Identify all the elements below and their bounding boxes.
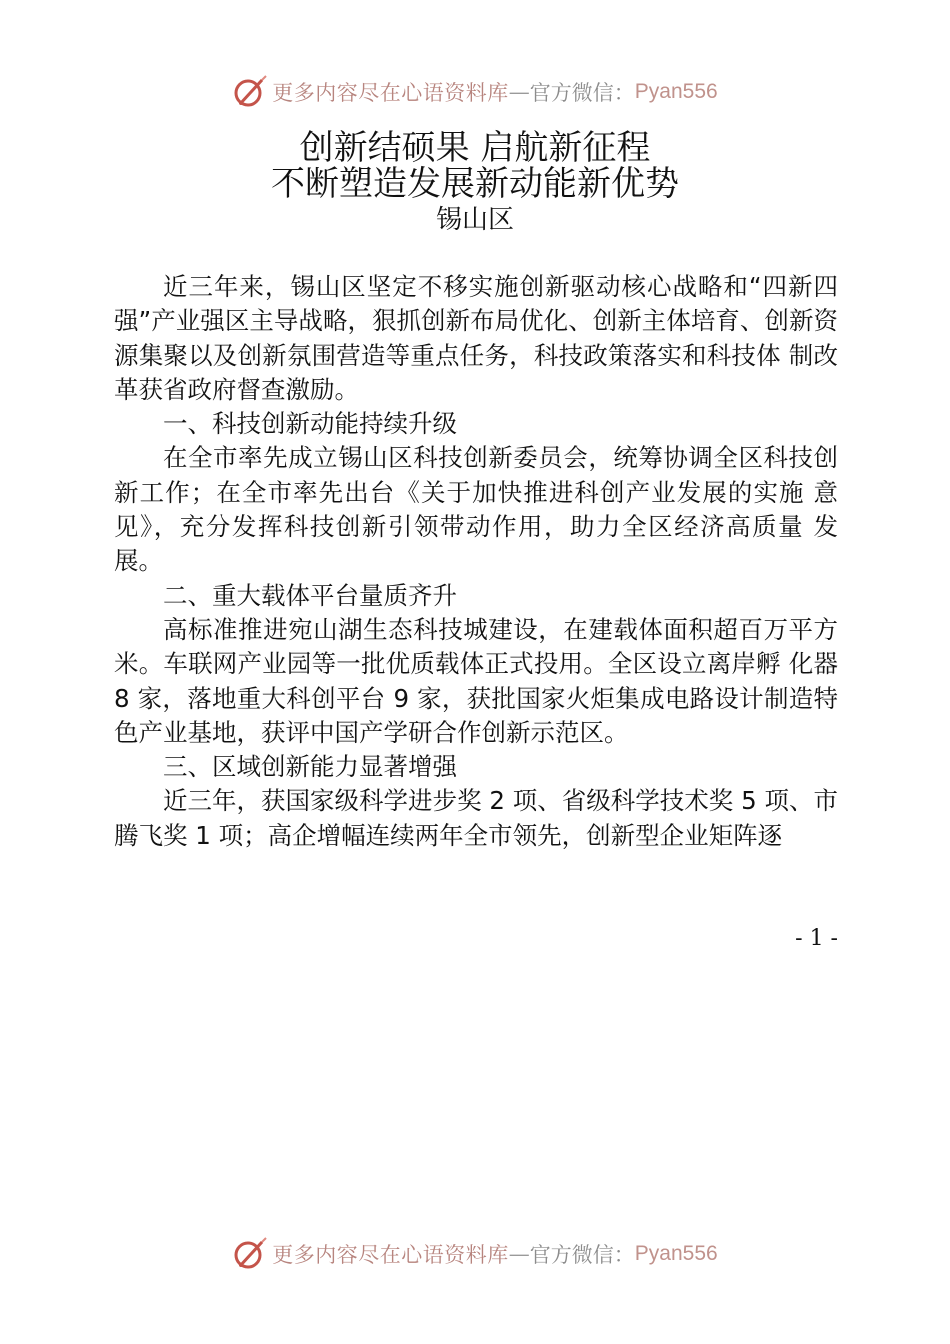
document-title-line-2: 不断塑造发展新动能新优势 [271,164,679,204]
document-author: 锡山区 [435,205,514,235]
watermark-text: 更多内容尽在心语资料库 [272,81,509,105]
section-heading-2: 二、重大载体平台量质齐升 [163,580,457,610]
section-heading-3: 三、区域创新能力显著增强 [163,752,457,782]
watermark-dash: — [508,1242,530,1266]
paragraph-intro: 近三年来，锡山区坚定不移实施创新驱动核心战略和“四新四强”产业强区主导战略，狠抓创新布局优化、创新主体培育、创新资源集聚以及创新氛围营造等重点任务，科技政策落实和科技体 制改革获省政府督查激励。 [114,272,838,404]
watermark-wechat-id: Pyan556 [634,80,718,103]
page-number: - 1 - [795,926,838,951]
paragraph-section-3: 近三年，获国家级科学进步奖 2 项、省级科学技术奖 5 项、市腾飞奖 1 项；高企增幅连续两年全市领先，创新型企业矩阵逐 [114,786,838,850]
paragraph-section-1: 在全市率先成立锡山区科技创新委员会，统筹协调全区科技创新工作；在全市率先出台《关于加快推进科创产业发展的实施 意见》，充分发挥科技创新引领带动作用，助力全区经济高质量 发展。 [114,443,838,576]
watermark-wechat-id: Pyan556 [634,1242,718,1265]
section-heading-1: 一、科技创新动能持续升级 [163,409,457,439]
header-watermark [0,72,950,112]
document-title-block [0,130,950,238]
watermark-official-label: 官方微信： [529,81,635,105]
watermark-official-label: 官方微信： [529,1243,635,1267]
document-body [114,270,838,853]
quill-logo-icon [232,74,268,110]
footer-watermark [0,1234,950,1274]
document-title-line-1: 创新结硕果 启航新征程 [299,128,651,168]
watermark-text: 更多内容尽在心语资料库 [272,1243,509,1267]
quill-logo-icon [232,1236,268,1272]
paragraph-section-2: 高标准推进宛山湖生态科技城建设，在建载体面积超百万平方米。车联网产业园等一批优质载体正式投用。全区设立离岸孵 化器 8 家，落地重大科创平台 9 家，获批国家火炬集成电路设计制造特色产业基地，获评中国产学研合作创新示范区。 [114,614,838,747]
watermark-dash: — [508,80,530,104]
